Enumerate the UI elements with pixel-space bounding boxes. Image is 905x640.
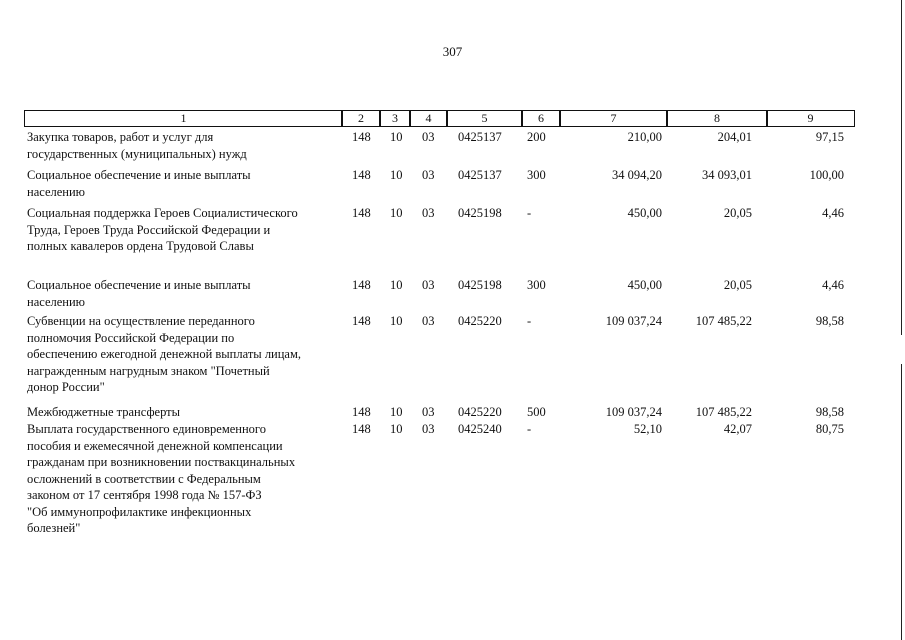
row-expense-type-code: 200 xyxy=(527,130,546,144)
row-glav-code: 148 xyxy=(352,206,371,220)
header-col-3: 3 xyxy=(379,110,411,127)
row-section-code: 10 xyxy=(390,422,403,436)
description-line: Закупка товаров, работ и услуг для xyxy=(27,130,214,144)
row-section-code: 10 xyxy=(390,206,403,220)
row-target-article-code: 0425220 xyxy=(458,314,502,328)
header-col-8: 8 xyxy=(666,110,768,127)
description-line: награжденным нагрудным знаком "Почетный xyxy=(27,363,270,378)
description-line: Труда, Героев Труда Российской Федерации и xyxy=(27,222,271,237)
description-line: Межбюджетные трансферты xyxy=(27,405,181,419)
description-line: пособия и ежемесячной денежной компенсации xyxy=(27,438,283,453)
header-col-6: 6 xyxy=(521,110,561,127)
description-line: Выплата государственного единовременного xyxy=(27,422,266,436)
header-col-9: 9 xyxy=(766,110,855,127)
row-actual-amount: 107 485,22 xyxy=(695,314,752,328)
header-col-4: 4 xyxy=(409,110,448,127)
row-subsection-code: 03 xyxy=(422,314,435,328)
row-planned-amount: 52,10 xyxy=(633,422,662,436)
header-col-1: 1 xyxy=(24,110,343,127)
description-line: "Об иммунопрофилактике инфекционных xyxy=(27,504,252,519)
row-subsection-code: 03 xyxy=(422,130,435,144)
row-description xyxy=(27,404,347,421)
description-line: Социальное обеспечение и иные выплаты xyxy=(27,168,251,182)
row-actual-amount: 34 093,01 xyxy=(702,168,752,182)
row-subsection-code: 03 xyxy=(422,206,435,220)
description-line: населению xyxy=(27,184,85,199)
row-section-code: 10 xyxy=(390,314,403,328)
header-col-2: 2 xyxy=(341,110,381,127)
description-line: полных кавалеров ордена Трудовой Славы xyxy=(27,239,254,253)
row-description xyxy=(27,421,347,537)
description-line: осложнений в соответствии с Федеральным xyxy=(27,471,261,486)
row-section-code: 10 xyxy=(390,278,403,292)
row-actual-amount: 20,05 xyxy=(723,278,752,292)
row-actual-amount: 204,01 xyxy=(717,130,752,144)
header-col-5: 5 xyxy=(446,110,523,127)
row-expense-type-code: 500 xyxy=(527,405,546,419)
description-line: государственных (муниципальных) нужд xyxy=(27,146,247,161)
row-glav-code: 148 xyxy=(352,314,371,328)
row-expense-type-code: 300 xyxy=(527,168,546,182)
row-execution-percent: 100,00 xyxy=(809,168,844,182)
row-target-article-code: 0425220 xyxy=(458,405,502,419)
row-description xyxy=(27,205,347,255)
scan-edge-line-top xyxy=(901,0,902,335)
row-glav-code: 148 xyxy=(352,168,371,182)
description-line: полномочия Российской Федерации по xyxy=(27,330,235,345)
description-line: законом от 17 сентября 1998 года № 157-ФЗ xyxy=(27,488,262,502)
row-planned-amount: 210,00 xyxy=(627,130,662,144)
row-actual-amount: 20,05 xyxy=(723,206,752,220)
row-glav-code: 148 xyxy=(352,130,371,144)
row-subsection-code: 03 xyxy=(422,278,435,292)
row-description xyxy=(27,277,347,310)
row-expense-type-code: - xyxy=(527,206,532,220)
row-planned-amount: 34 094,20 xyxy=(612,168,662,182)
description-line: Социальное обеспечение и иные выплаты xyxy=(27,278,251,292)
row-execution-percent: 4,46 xyxy=(822,206,844,220)
row-section-code: 10 xyxy=(390,130,403,144)
description-line: гражданам при возникновении поствакцинальных xyxy=(27,455,296,469)
row-description xyxy=(27,167,347,200)
row-target-article-code: 0425198 xyxy=(458,206,502,220)
row-section-code: 10 xyxy=(390,168,403,182)
scan-edge-line-bottom xyxy=(901,364,902,640)
row-subsection-code: 03 xyxy=(422,168,435,182)
row-actual-amount: 107 485,22 xyxy=(695,405,752,419)
row-planned-amount: 109 037,24 xyxy=(605,314,662,328)
row-target-article-code: 0425198 xyxy=(458,278,502,292)
row-section-code: 10 xyxy=(390,405,403,419)
row-planned-amount: 450,00 xyxy=(627,206,662,220)
header-col-7: 7 xyxy=(559,110,668,127)
row-target-article-code: 0425137 xyxy=(458,130,502,144)
row-description xyxy=(27,129,347,162)
row-execution-percent: 98,58 xyxy=(815,314,844,328)
page-number: 307 xyxy=(442,44,463,59)
description-line: населению xyxy=(27,294,85,309)
row-execution-percent: 4,46 xyxy=(822,278,844,292)
row-actual-amount: 42,07 xyxy=(723,422,752,436)
row-description xyxy=(27,313,347,396)
description-line: Субвенции на осуществление переданного xyxy=(27,314,255,328)
row-planned-amount: 450,00 xyxy=(627,278,662,292)
description-line: болезней" xyxy=(27,521,81,535)
row-subsection-code: 03 xyxy=(422,405,435,419)
row-expense-type-code: 300 xyxy=(527,278,546,292)
row-subsection-code: 03 xyxy=(422,422,435,436)
description-line: донор России" xyxy=(27,380,105,394)
row-target-article-code: 0425240 xyxy=(458,422,502,436)
row-execution-percent: 80,75 xyxy=(815,422,844,436)
row-glav-code: 148 xyxy=(352,405,371,419)
row-expense-type-code: - xyxy=(527,422,532,436)
row-glav-code: 148 xyxy=(352,422,371,436)
row-execution-percent: 97,15 xyxy=(815,130,844,144)
table-header xyxy=(0,110,905,127)
row-glav-code: 148 xyxy=(352,278,371,292)
description-line: обеспечению ежегодной денежной выплаты лицам, xyxy=(27,347,302,361)
row-execution-percent: 98,58 xyxy=(815,405,844,419)
row-expense-type-code: - xyxy=(527,314,532,328)
row-target-article-code: 0425137 xyxy=(458,168,502,182)
row-planned-amount: 109 037,24 xyxy=(605,405,662,419)
description-line: Социальная поддержка Героев Социалистического xyxy=(27,206,298,220)
